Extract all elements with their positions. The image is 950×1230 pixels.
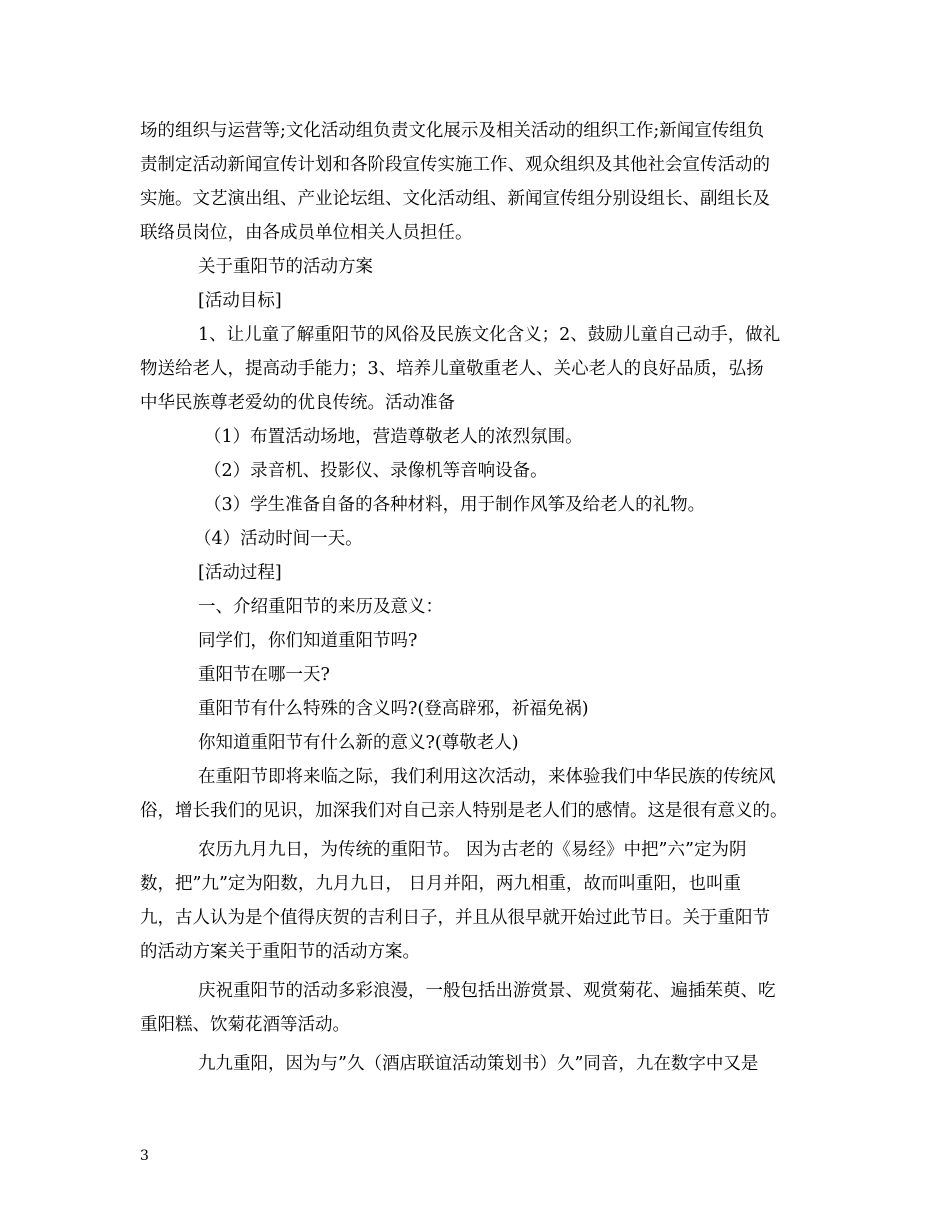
text-line: 中华民族尊老爱幼的优良传统。活动准备 [140,393,455,413]
text-line: 在重阳节即将来临之际，我们利用这次活动，来体验我们中华民族的传统风 [198,767,776,787]
text-line: 场的组织与运营等;文化活动组负责文化展示及相关活动的组织工作;新闻宣传组负 [140,121,765,141]
text-line: 九，古人认为是个值得庆贺的吉利日子，并且从很早就开始过此节日。关于重阳节 [140,908,770,928]
text-line: 物送给老人，提高动手能力；3、培养儿童敬重老人、关心老人的良好品质，弘扬 [140,359,764,379]
text-line: 实施。文艺演出组、产业论坛组、文化活动组、新闻宣传组分别设组长、副组长及 [140,189,770,209]
text-line: 庆祝重阳节的活动多彩浪漫，一般包括出游赏景、观赏菊花、遍插茱萸、吃 [198,981,776,1001]
text-line: 你知道重阳节有什么新的意义?(尊敬老人) [198,733,519,753]
text-line: 1、让儿童了解重阳节的风俗及民族文化含义；2、鼓励儿童自己动手，做礼 [198,325,781,345]
section-title: 关于重阳节的活动方案 [198,257,373,277]
text-line: 重阳糕、饮菊花酒等活动。 [140,1015,350,1035]
list-item: （2）录音机、投影仪、录像机等音响设备。 [204,461,548,481]
list-item: （3）学生准备自备的各种材料，用于制作风筝及给老人的礼物。 [204,495,706,515]
text-line: 一、介绍重阳节的来历及意义： [198,597,443,617]
text-line: 重阳节在哪一天? [198,665,330,685]
section-heading: [活动目标] [198,291,282,311]
text-line: 俗，增长我们的见识，加深我们对自己亲人特别是老人们的感情。这是很有意义的。 [140,801,788,821]
text-line: 重阳节有什么特殊的含义吗?(登高辟邪，祈福免祸) [198,699,589,719]
page-number: 3 [140,1148,149,1164]
text-line: 九九重阳，因为与”久（酒店联谊活动策划书）久”同音，九在数字中又是 [198,1054,759,1074]
section-heading: [活动过程] [198,563,282,583]
text-line: 数，把”九”定为阳数，九月九日， 日月并阳，两九相重，故而叫重阳，也叫重 [140,874,741,894]
list-item: （4）活动时间一天。 [194,529,363,549]
text-line: 责制定活动新闻宣传计划和各阶段宣传实施工作、观众组织及其他社会宣传活动的 [140,155,770,175]
text-line: 的活动方案关于重阳节的活动方案。 [140,942,420,962]
text-line: 农历九月九日，为传统的重阳节。 因为古老的《易经》中把”六”定为阴 [198,840,747,860]
text-line: 同学们，你们知道重阳节吗? [198,631,418,651]
list-item: （1）布置活动场地，营造尊敬老人的浓烈氛围。 [204,427,583,447]
text-line: 联络员岗位，由各成员单位相关人员担任。 [140,223,473,243]
